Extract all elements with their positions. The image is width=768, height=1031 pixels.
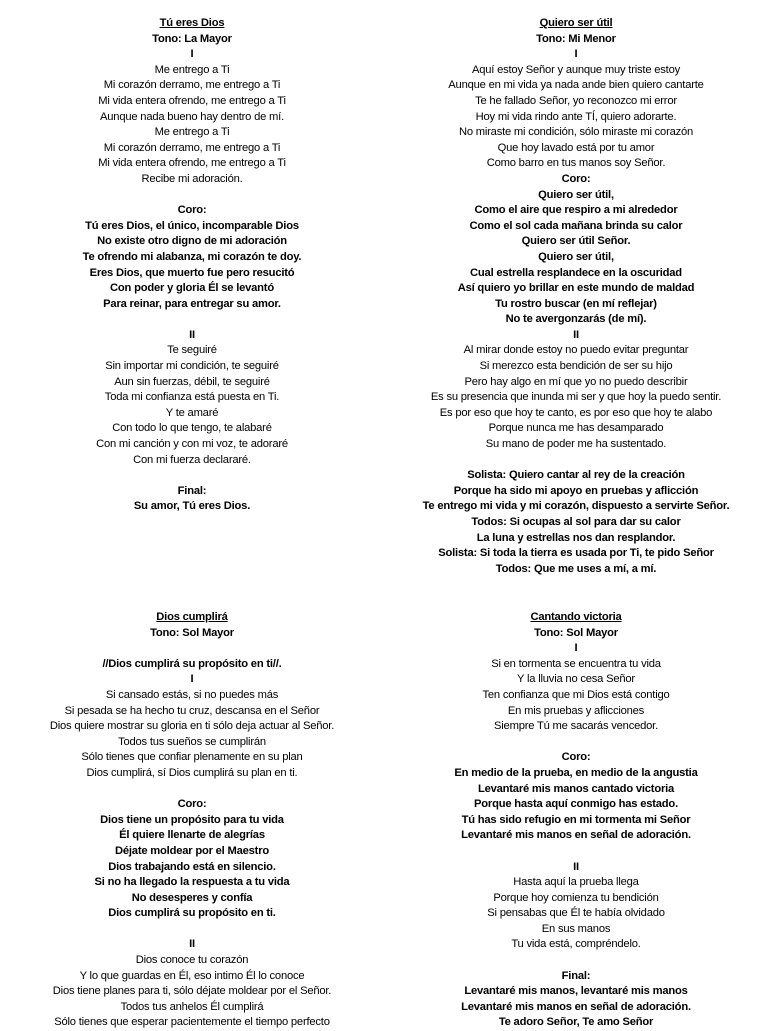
lyric-line-bold: Él quiere llenarte de alegrías [119,829,265,842]
lyric-line: Aunque en mi vida ya nada ande bien quiero cantarte [448,79,704,92]
lyric-line: Si pesada se ha hecho tu cruz, descansa en el Señor [64,704,320,717]
lyric-line: Como barro en tus manos soy Señor. [486,157,666,170]
song-lyrics [0,641,384,1031]
lyric-line-bold: Coro: [177,798,207,811]
blank-line [384,735,768,751]
lyric-line-bold: Quiero ser útil, [538,188,614,201]
lyric-line-bold: Déjate moldear por el Maestro [115,844,269,857]
lyric-line: Aunque nada bueno hay dentro de mí. [100,110,284,123]
lyric-line-bold: En medio de la prueba, en medio de la angustia [454,766,698,779]
lyric-line: Mi corazón derramo, me entrego a Ti [103,141,281,154]
lyric-line: Hoy mi vida rindo ante TÍ, quiero adorarte. [475,110,677,123]
lyric-line-bold: Dios tiene un propósito para tu vida [100,813,284,826]
lyric-line: Porque hoy comienza tu bendición [493,891,659,904]
song-lyrics [384,641,768,1031]
lyric-line: Ten confianza que mi Dios está contigo [482,688,670,701]
lyric-line-bold: La luna y estrellas nos dan resplandor. [476,531,676,544]
lyric-line: Tu vida está, compréndelo. [511,938,641,951]
lyric-line: Toda mi confianza está puesta en Ti. [104,391,280,404]
lyric-line-bold: //Dios cumplirá su propósito en ti//. [102,657,282,670]
lyric-line: Mi corazón derramo, me entrego a Ti [103,79,281,92]
song-key: Tono: Sol Mayor [534,626,618,639]
lyric-line: En sus manos [541,922,611,935]
lyric-line: Con todo lo que tengo, te alabaré [112,422,272,435]
lyric-line: No miraste mi condición, sólo miraste mi corazón [458,126,694,139]
lyric-line-bold: Eres Dios, que muerto fue pero resucitó [89,266,295,279]
lyric-line: Dios conoce tu corazón [135,954,249,967]
song-lyrics [0,47,384,515]
song-title: Dios cumplirá [156,611,228,623]
lyric-line-bold: Final: [561,969,591,982]
lyric-line-bold: Como el sol cada mañana brinda su calor [469,219,683,232]
lyric-line-bold: II [189,328,195,341]
lyric-line-bold: Así quiero yo brillar en este mundo de maldad [457,282,695,295]
lyric-line: En mis pruebas y aflicciones [507,704,645,717]
lyric-line: Mi vida entera ofrendo, me entrego a Ti [98,94,286,107]
lyric-line-bold: Cual estrella resplandece en la oscuridad [470,266,682,279]
lyric-line: Hasta aquí la prueba llega [513,876,639,889]
lyric-line-bold: Tú eres Dios, el único, incomparable Dios [85,219,299,232]
song-title: Quiero ser útil [539,17,613,29]
lyric-line-bold: Tú has sido refugio en mi tormenta mi Señor [461,813,691,826]
lyric-line-bold: Solista: Si toda la tierra es usada por Ti, te pido Señor [438,547,714,560]
lyric-line-bold: Levantaré mis manos en señal de adoración. [461,829,691,842]
lyric-line-bold: I [574,642,578,655]
lyric-line-bold: Su amor, Tú eres Dios. [133,500,251,513]
lyric-line: Me entrego a Ti [154,63,230,76]
lyric-line: Me entrego a Ti [154,126,230,139]
lyric-line-bold: Porque ha sido mi apoyo en pruebas y aflicción [453,484,699,497]
song-lyrics [384,47,768,577]
lyric-line-bold: I [190,48,194,61]
song-dios-cumplira [0,610,384,1031]
lyric-line-bold: Quiero ser útil, [538,250,614,263]
lyric-line: Te he fallado Señor, yo reconozco mi error [475,94,677,107]
lyric-line: Y la lluvia no cesa Señor [517,673,635,686]
lyric-line: Recibe mi adoración. [141,172,243,185]
blank-line [0,468,384,484]
lyric-line-bold: Tu rostro buscar (en mí reflejar) [495,297,657,310]
song-key: Tono: La Mayor [152,32,232,45]
song-key: Tono: Mi Menor [536,32,616,45]
blank-line [0,922,384,938]
lyric-line: Sólo tienes que confiar plenamente en su plan [81,751,303,764]
lyric-line-bold: Coro: [561,751,591,764]
song-key: Tono: Sol Mayor [150,626,234,639]
blank-line [0,188,384,204]
song-title: Tú eres Dios [159,17,225,29]
lyric-line-bold: I [190,673,194,686]
lyric-line: Sólo tienes que esperar pacientemente el tiempo perfecto [54,1016,330,1029]
lyric-line-bold: No desesperes y confía [131,891,253,904]
lyric-line-bold: Porque hasta aquí conmigo has estado. [474,798,678,811]
lyric-line-bold: II [573,860,579,873]
lyric-line: Mi vida entera ofrendo, me entrego a Ti [98,157,286,170]
lyric-line: Con mi fuerza declararé. [133,453,251,466]
lyric-line: Su mano de poder me ha sustentado. [485,438,667,451]
lyric-line-bold: II [189,938,195,951]
lyric-line: Sin importar mi condición, te seguiré [105,360,279,373]
blank-line [0,641,384,657]
lyric-line: Dios cumplirá, sí Dios cumplirá su plan en ti. [86,766,298,779]
song-title: Cantando victoria [530,611,622,623]
lyric-line-bold: Con poder y gloria Él se levantó [110,282,274,295]
lyric-line-bold: Quiero ser útil Señor. [521,235,631,248]
lyric-line-bold: Dios cumplirá su propósito en ti. [108,907,276,920]
lyric-line: Todos tus anhelos Él cumplirá [120,1000,264,1013]
lyric-line-bold: Para reinar, para entregar su amor. [103,297,281,310]
lyric-line: Y lo que guardas en Él, eso intimo Él lo conoce [79,969,305,982]
blank-line [384,953,768,969]
blank-line [0,312,384,328]
lyric-line: Con mi canción y con mi voz, te adoraré [96,438,288,451]
lyric-line-bold: Dios trabajando está en silencio. [108,860,276,873]
blank-line [384,844,768,860]
lyric-line-bold: Te ofrendo mi alabanza, mi corazón te doy. [82,250,302,263]
lyric-line: Dios tiene planes para ti, sólo déjate moldear por el Señor. [52,985,332,998]
blank-line [0,782,384,798]
lyric-line: Es su presencia que inunda mi ser y que hoy la puedo sentir. [430,391,722,404]
lyric-line-bold: I [574,48,578,61]
lyric-line: Si en tormenta se encuentra tu vida [491,657,661,670]
song-cantando-victoria [384,610,768,1031]
lyric-line: Pero hay algo en mí que yo no puedo describir [464,375,688,388]
blank-line [384,453,768,469]
lyric-line-bold: Todos: Que me uses a mí, a mí. [495,562,657,575]
lyric-line-bold: No te avergonzarás (de mí). [505,313,647,326]
lyric-line-bold: Solista: Quiero cantar al rey de la creación [467,469,685,482]
lyric-line-bold: Levantaré mis manos, levantaré mis manos [464,985,688,998]
lyric-line-bold: II [573,328,579,341]
song-quiero-ser-util [384,16,768,577]
lyric-line-bold: Te entrego mi vida y mi corazón, dispuesto a servirte Señor. [422,500,730,513]
lyric-line-bold: Como el aire que respiro a mi alrededor [474,204,678,217]
lyric-line: Aquí estoy Señor y aunque muy triste estoy [471,63,680,76]
lyric-line: Si merezco esta bendición de ser su hijo [479,360,673,373]
song-tu-eres-dios [0,16,384,515]
lyric-line: Y te amaré [165,406,219,419]
lyric-line: Aun sin fuerzas, débil, te seguiré [114,375,270,388]
lyric-line: Al mirar donde estoy no puedo evitar preguntar [463,344,689,357]
lyric-line: Que hoy lavado está por tu amor [497,141,655,154]
lyric-line: Todos tus sueños se cumplirán [118,735,266,748]
lyric-line-bold: Si no ha llegado la respuesta a tu vida [94,876,290,889]
lyric-line: Dios quiere mostrar su gloria en ti sólo deja actuar al Señor. [49,720,335,733]
lyric-line: Siempre Tú me sacarás vencedor. [494,720,658,733]
lyric-line-bold: Coro: [177,204,207,217]
lyric-line-bold: Final: [177,484,207,497]
lyric-line: Te seguiré [167,344,217,357]
lyric-line-bold: Coro: [561,172,591,185]
lyric-line: Si cansado estás, si no puedes más [105,688,279,701]
lyric-line-bold: Levantaré mis manos en señal de adoración. [461,1000,691,1013]
lyric-line-bold: No existe otro digno de mi adoración [97,235,287,248]
lyric-line: Si pensabas que Él te había olvidado [487,907,665,920]
lyric-line-bold: Levantaré mis manos cantado victoria [477,782,675,795]
lyric-line: Porque nunca me has desamparado [488,422,664,435]
lyric-line-bold: Todos: Si ocupas al sol para dar su calor [471,516,681,528]
lyric-line-bold: Te adoro Señor, Te amo Señor [498,1016,654,1029]
lyric-line: Es por eso que hoy te canto, es por eso que hoy te alabo [439,406,713,419]
